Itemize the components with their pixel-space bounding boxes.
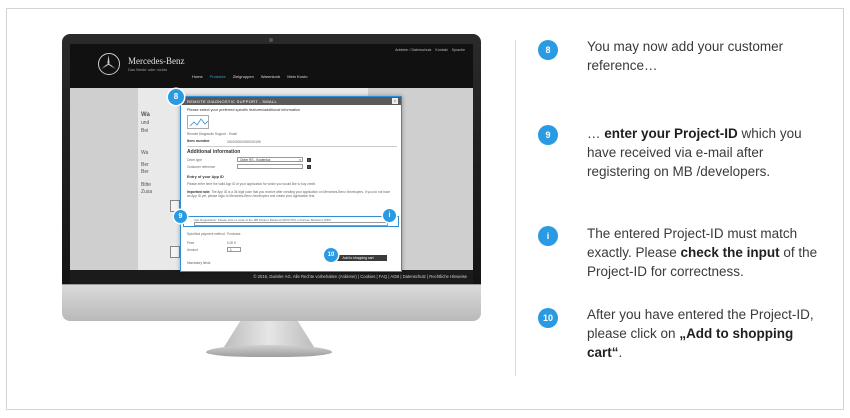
payment-label: Specified payment method (187, 232, 225, 236)
project-id-highlight (183, 216, 399, 227)
mercedes-star-icon (98, 53, 120, 75)
order-type-label: Order type (187, 158, 203, 162)
product-dialog (180, 96, 402, 272)
vertical-divider (515, 40, 516, 376)
customer-ref-label: Customer reference (187, 165, 216, 169)
step-9-text (587, 124, 827, 181)
select-prompt: Please select your preferred specific features/additional information (187, 108, 301, 112)
dialog-header (181, 97, 401, 105)
chevron-down-icon: ▾ (299, 158, 301, 162)
close-icon[interactable]: × (393, 98, 397, 103)
step-badge-8: 8 (538, 40, 558, 60)
info-icon[interactable]: i (308, 164, 310, 169)
step-10-pre: After you have entered the Project-ID, please click on (587, 307, 814, 341)
info-icon[interactable]: i (308, 157, 310, 162)
amount-input[interactable] (227, 247, 241, 252)
product-name: Remote Diagnostic Support - Small (187, 132, 237, 136)
product-image-icon (187, 115, 209, 129)
monitor-bezel (62, 34, 481, 284)
page-text: Zusa (141, 189, 153, 195)
order-type-select[interactable] (237, 157, 303, 162)
app-id-text: App Registration: Please enter a code of the MB Partner Backend (RDS PID) in Partner Backend (RDS (194, 218, 331, 222)
step-badge-info: i (538, 226, 558, 246)
main-nav (192, 74, 307, 79)
step-10-text (587, 305, 827, 362)
step-8-text (587, 37, 827, 75)
entry-heading: Entry of your App ID (187, 175, 224, 179)
page-text: Bitte (141, 182, 152, 188)
nav-products[interactable]: Produkte (209, 74, 226, 79)
price-label: Price (187, 241, 195, 245)
monitor-chin (62, 284, 481, 321)
info-text (587, 224, 827, 281)
price-value: 0,00 € (227, 241, 236, 245)
step-10-post: . (618, 345, 623, 360)
nav-cart[interactable]: Warenkorb (260, 74, 281, 79)
payment-value: Purchase (227, 232, 241, 236)
step-badge-9: 9 (538, 125, 558, 145)
nav-target-groups[interactable]: Zielgruppen (232, 74, 254, 79)
customer-ref-input[interactable] (237, 164, 303, 169)
page-text: Ber (141, 169, 149, 175)
order-type-value: Order RS - Kostenlos (240, 158, 271, 162)
amount-label: Amount (187, 248, 198, 252)
step-9-post: which you have received via e-mail after registering on MB /developers. (587, 126, 802, 179)
add-to-cart-button[interactable]: Add to shopping cart (329, 255, 387, 261)
step-badge-8: 8 (168, 89, 184, 105)
top-links (395, 48, 465, 52)
item-label: Item number (187, 139, 210, 143)
monitor (62, 34, 481, 321)
page-button[interactable] (170, 246, 180, 258)
brand-name: Mercedes-Benz (128, 56, 185, 66)
monitor-screen (70, 44, 473, 284)
step-9-pre: … (587, 126, 605, 141)
project-id-input[interactable] (194, 222, 388, 226)
step-9-bold: enter your Project-ID (604, 126, 738, 141)
important-text: The App ID is a 36 digit code that you receive after creating your application on Mercedes-Benz /developers. If you do not have an App ID yet, please login to Mercedes-Benz /developers and create your application first. (187, 190, 391, 199)
page-text: Wa (141, 150, 149, 156)
site-footer (70, 270, 473, 284)
important-note (187, 190, 392, 212)
important-label: Important note: (187, 190, 211, 194)
footer-links[interactable]: © 2016, Daimler AG. Alle Rechte vorbehalten (Anbieter) | Cookies | FAQ | AGB | Datenschutz | Rechtliche Hinweise (253, 274, 467, 279)
step-8-body: You may now add your customer reference… (587, 39, 784, 73)
mandatory-note: Mandatory fields (187, 261, 211, 265)
nav-account[interactable]: Mein Konto (287, 74, 308, 79)
divider (187, 146, 397, 147)
info-bold: check the input (680, 245, 780, 260)
toplink-provider[interactable]: Anbieter / Datenschutz (395, 48, 432, 52)
additional-heading: Additional information (187, 149, 241, 155)
info-post: of the Project-ID for correctness. (587, 245, 818, 279)
nav-home[interactable]: Home (192, 74, 203, 79)
item-value: 0000000000000000196 (227, 139, 261, 144)
info-pre: The entered Project-ID must match exactly. Please (587, 226, 798, 260)
dialog-title: REMOTE DIAGNOSTIC SUPPORT - SMALL (187, 98, 277, 104)
toplink-language[interactable]: Sprache (451, 48, 465, 52)
site-header (70, 44, 473, 88)
amount-value: 1 (230, 248, 232, 252)
page-text: und (141, 120, 150, 126)
camera-dot (269, 38, 273, 42)
page-text: Bei (141, 128, 149, 134)
step-badge-10: 10 (538, 308, 558, 328)
page-text: Wa (141, 112, 150, 118)
toplink-contact[interactable]: Kontakt (435, 48, 448, 52)
step-10-bold: „Add to shopping cart“ (587, 326, 794, 360)
step-badge-info: i (383, 209, 396, 222)
page-text: Ber (141, 162, 149, 168)
brand-tagline: Das Beste oder nichts (128, 67, 168, 72)
monitor-stand-base (206, 345, 332, 357)
entry-text: Please enter here the valid App ID of your application for which you would like to buy credit. (187, 182, 316, 186)
step-badge-10: 10 (324, 248, 338, 262)
step-badge-9: 9 (174, 210, 187, 223)
